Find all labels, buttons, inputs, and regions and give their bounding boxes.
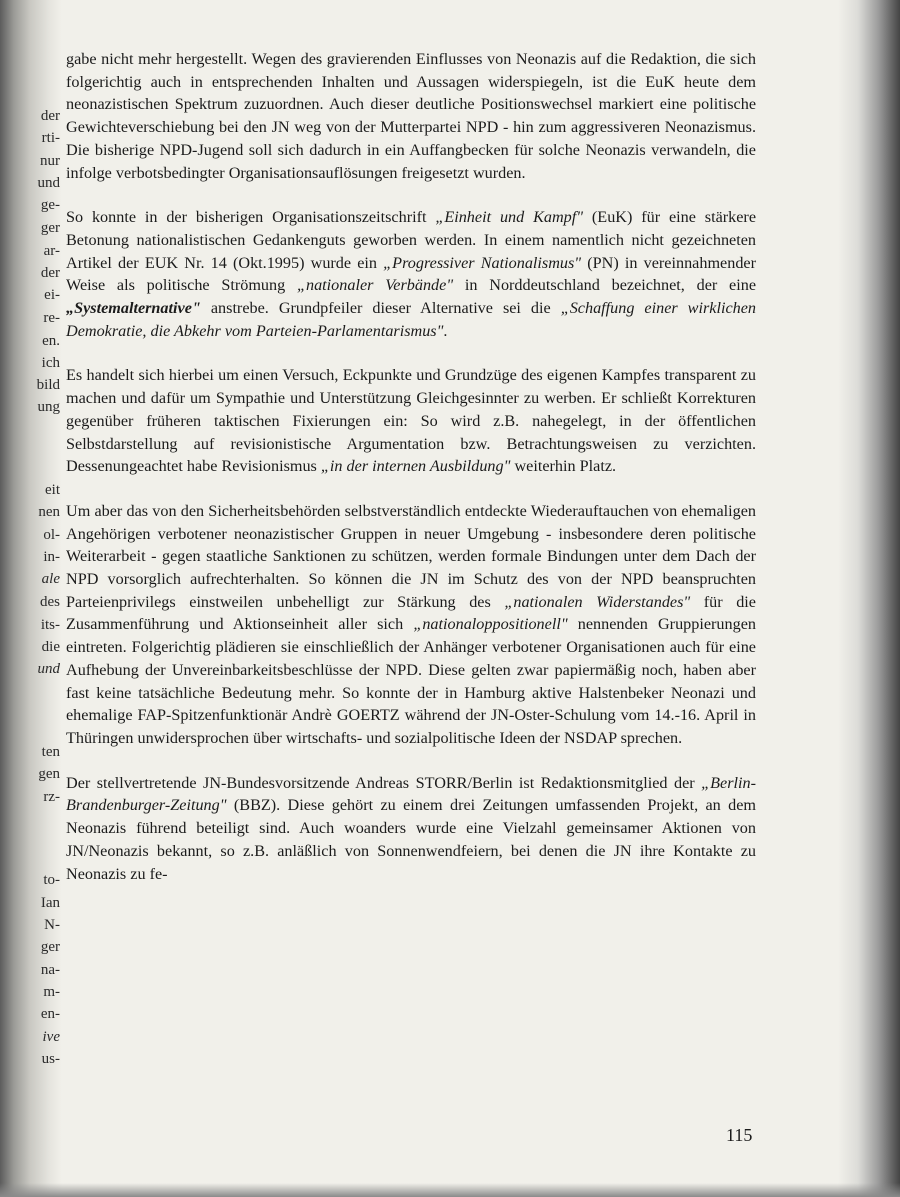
emphasized-text: „Progressiver Nationalismus" [383, 253, 582, 272]
emphasized-text: „nationalen Widerstandes" [504, 592, 691, 611]
text-run: in Norddeutschland bezeichnet, der eine [453, 276, 756, 295]
margin-fragment: ger [40, 939, 60, 955]
text-run: weiterhin Platz. [510, 457, 617, 476]
margin-fragment: to- [43, 872, 60, 888]
margin-fragment: us- [41, 1051, 60, 1067]
page-edge-shadow [838, 0, 900, 1197]
text-run: So konnte in der bisherigen Organisationszeitschrift [66, 208, 436, 227]
emphasized-text: „Schaffung einer wirklichen Demokratie, die Abkehr vom Parteien-Parlamentarismus" [66, 299, 756, 340]
margin-fragment: ge- [40, 197, 60, 213]
emphasized-text: „in der internen Ausbildung" [320, 457, 511, 476]
text-run: Um aber das von den Sicherheitsbehörden selbstverständlich entdeckte Wiederauftauchen von ehemaligen Angehörigen verbotener neonazistischer Gruppen in neuer Umgebung - insbesondere deren politische Weiterarbeit - gegen staatliche Sanktionen zu schützen, werden formale Bindungen unter dem Dach der NPD vorsorglich aufrechterhalten. So können die JN im Schutz des von der NPD beanspruchten Parteienprivilegs einstweilen unbehelligt zur Stärkung des [66, 501, 756, 611]
margin-fragment: nur [40, 153, 60, 169]
text-run: (BBZ). Diese gehört zu einem drei Zeitungen umfassenden Projekt, an dem Neonazis führend beteiligt sind. Auch woanders wurde eine Vielzahl gemeinsamer Aktionen von JN/Neonazis bekannt, so z.B. anläßlich von Sonnenwendfeiern, bei denen die JN ihre Kontakte zu Neonazis zu fe- [66, 796, 756, 883]
margin-fragment: und [37, 661, 60, 677]
margin-fragment: N- [44, 917, 60, 933]
margin-fragment: Ian [40, 895, 60, 911]
page-number: 115 [726, 1125, 753, 1145]
paragraph [66, 364, 756, 478]
margin-fragment: ale [41, 571, 60, 587]
margin-fragment: der [40, 265, 60, 281]
margin-fragment: nen [38, 504, 60, 520]
margin-fragment: gen [38, 766, 60, 782]
emphasized-text: „Berlin-Brandenburger-Zeitung" [66, 773, 756, 815]
margin-fragment: ten [41, 744, 60, 760]
margin-fragment: ich [41, 355, 60, 371]
emphasized-text: „Einheit und Kampf" [435, 208, 584, 227]
paragraph [66, 772, 756, 886]
text-run: anstrebe. Grundpfeiler dieser Alternative sei die [200, 299, 561, 318]
margin-fragment: eit [45, 482, 60, 498]
text-run: für die Zusammenführung und Aktionseinheit aller sich [66, 592, 756, 634]
text-run: (PN) in vereinnahmender Weise als politische Strömung [66, 253, 756, 295]
margin-fragment: der [40, 108, 60, 124]
text-run: Der stellvertretende JN-Bundesvorsitzende Andreas STORR/Berlin ist Redaktionsmitglied der [66, 773, 702, 792]
text-run: Es handelt sich hierbei um einen Versuch, Eckpunkte und Grundzüge des eigenen Kampfes transparent zu machen und dafür um Sympathie und Unterstützung Gleichgesinnter zu werben. Er schließt Korrekturen gegenüber früheren taktischen Fixierungen ein: So wird z.B. nahegelegt, in der öffentlichen Selbstdarstellung auf revisionistische Argumentation bzw. Betrachtungsweisen zu verzichten. Dessenungeachtet habe Revisionismus [66, 366, 756, 476]
text-run: (EuK) für eine stärkere Betonung nationalistischen Gedankenguts geworben werden. In einem namentlich nicht gezeichneten Artikel der EUK Nr. 14 (Okt.1995) wurde ein [66, 208, 757, 272]
margin-fragment: bild [36, 377, 60, 393]
margin-fragment: na- [40, 962, 60, 978]
text-run: gabe nicht mehr hergestellt. Wegen des gravierenden Einflusses von Neonazis auf die Redaktion, die sich folgerichtig auch in entsprechenden Inhalten und Aussagen widerspiegeln, ist die EuK heute dem neonazistischen Spektrum zuzuordnen. Auch dieser deutliche Positionswechsel markiert eine politische Gewichteverschiebung bei den JN weg von der Mutterpartei NPD - hin zum aggressiveren Neonazismus. Die bisherige NPD-Jugend soll sich dadurch in ein Auffangbecken für solche Neonazis verwandeln, die infolge verbotsbedingter Organisationsauflösungen freigesetzt wurden. [66, 50, 756, 182]
margin-fragment: en. [42, 333, 60, 349]
paragraph [66, 206, 756, 342]
margin-fragment: ger [40, 220, 60, 236]
page-bottom-shadow [0, 1183, 900, 1197]
text-run: . [443, 321, 448, 340]
margin-fragment: die [41, 639, 60, 655]
text-run: nennenden Gruppierungen eintreten. Folgerichtig plädieren sie einschließlich der Anhänger verbotener Organisationen auch für eine Aufhebung der Unvereinbarkeitsbeschlüsse der NPD. Diese gelten zwar papiermäßig noch, haben aber fast keine tatsächliche Bedeutung mehr. So konnte der in Hamburg aktive Halstenbeker Neonazi und ehemalige FAP-Spitzenfunktionär Andrè GOERTZ während der JN-Oster-Schulung vom 14.-16. April in Thüringen unwidersprochen über wirtschafts- und sozialpolitische Ideen der NSDAP sprechen. [66, 615, 756, 747]
previous-page-margin [24, 0, 60, 1197]
body-text [66, 48, 756, 907]
margin-fragment: in- [43, 549, 60, 565]
margin-fragment: ol- [43, 527, 60, 543]
emphasized-text: „Systemalternative" [66, 299, 201, 318]
paragraph [66, 500, 756, 750]
margin-fragment: its- [40, 617, 60, 633]
margin-fragment: ei- [44, 287, 60, 303]
margin-fragment: und [37, 175, 60, 191]
paragraph [66, 48, 756, 184]
margin-fragment: des [40, 594, 60, 610]
margin-fragment: re- [43, 310, 60, 326]
margin-fragment: ive [42, 1029, 60, 1045]
margin-fragment: ar- [43, 243, 60, 259]
margin-fragment: rti- [41, 130, 60, 146]
margin-fragment: ung [37, 399, 60, 415]
margin-fragment: m- [43, 984, 60, 1000]
margin-fragment: rz- [43, 789, 60, 805]
emphasized-text: „nationaloppositionell" [413, 615, 568, 634]
margin-fragment: en- [40, 1006, 60, 1022]
emphasized-text: „nationaler Verbände" [296, 276, 454, 295]
